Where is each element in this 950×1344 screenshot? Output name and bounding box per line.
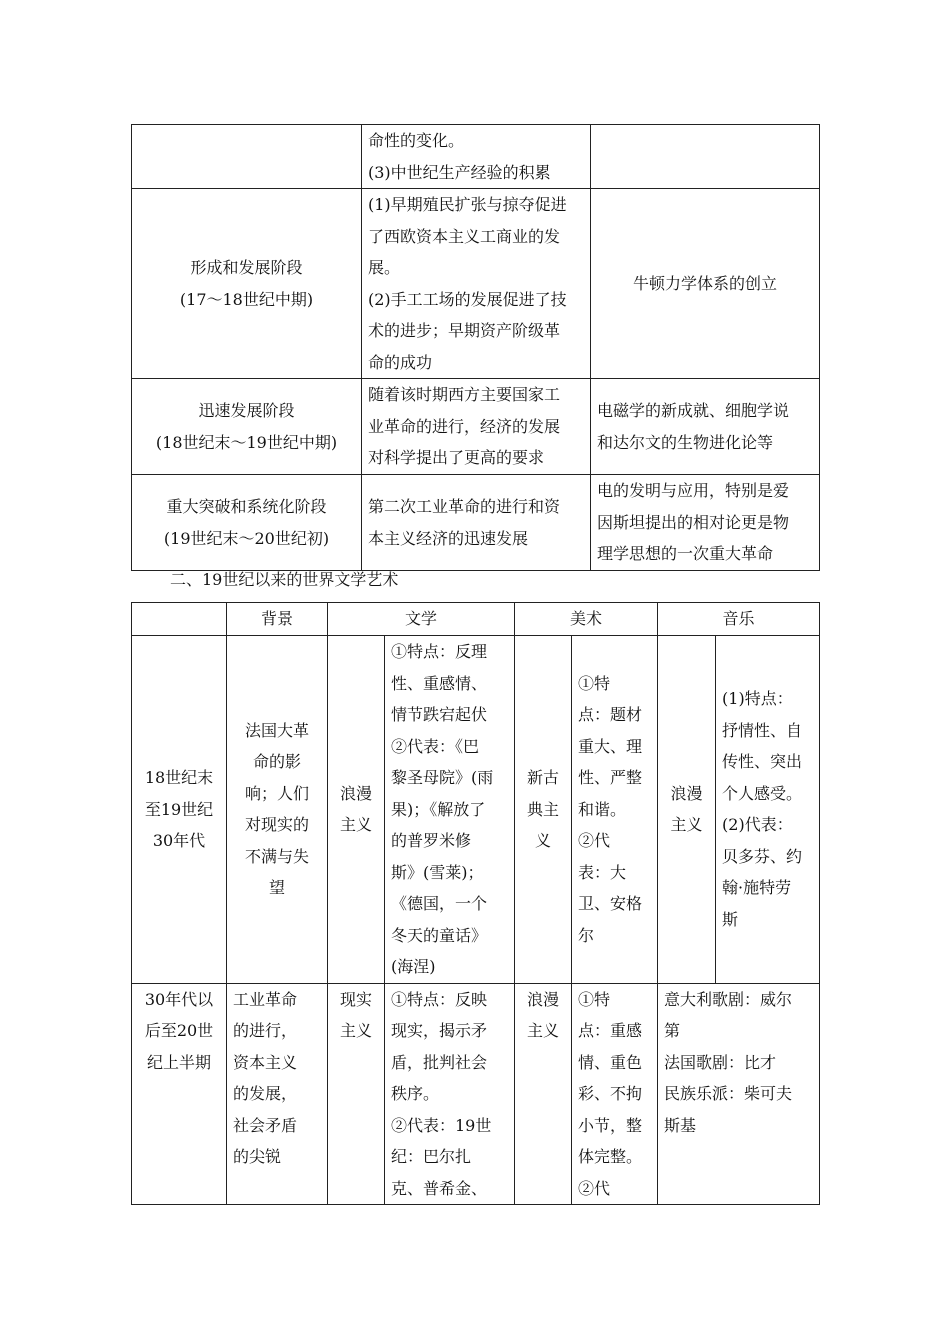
cell-line: (海涅): [391, 957, 436, 976]
cell-line: 民族乐派：柴可夫: [664, 1084, 793, 1103]
cell-line: 的普罗米修: [391, 831, 472, 850]
cell-line: 本主义经济的迅速发展: [368, 528, 529, 548]
cell-line: 现实: [339, 989, 372, 1009]
achievement-cell: [591, 125, 820, 189]
cell-line: 和达尔文的生物进化论等: [597, 432, 774, 452]
cell-line: 电的发明与应用，特别是爱: [597, 481, 790, 501]
cell-line: 斯: [722, 909, 739, 929]
table-row: [132, 636, 820, 984]
cell-line: (2)代表：: [722, 815, 793, 835]
stage-cell: [132, 189, 362, 379]
cell-line: 不满与失: [244, 846, 309, 866]
literature-detail-cell: [385, 983, 515, 1205]
cell-line: 18世纪末: [144, 768, 214, 787]
section-heading: 二、19世纪以来的世界文学艺术: [170, 570, 399, 589]
cell-line: 对科学提出了更高的要求: [368, 448, 545, 468]
cell-line: 翰·施特劳: [722, 878, 792, 898]
cell-line: 传性、突出: [722, 752, 803, 772]
cell-line: 主义: [670, 815, 703, 835]
cell-line: ①特: [578, 673, 611, 693]
cell-line: 果)；《解放了: [391, 799, 486, 819]
stage-cell: [132, 475, 362, 571]
cell-line: 重大、理: [578, 736, 643, 756]
cell-line: 黎圣母院》(雨: [391, 768, 494, 787]
cell-line: 抒情性、自: [722, 720, 803, 740]
cell-line: 秩序。: [391, 1084, 440, 1103]
cell-line: 展。: [368, 258, 401, 277]
cell-line: 情节跌宕起伏: [391, 705, 488, 724]
literature-detail-cell: [385, 636, 515, 984]
music-cell: [658, 983, 820, 1205]
background-header: 背景: [227, 603, 328, 636]
cell-line: 新古: [527, 768, 560, 787]
cell-line: ①特: [578, 989, 611, 1009]
cause-cell: [362, 125, 591, 189]
cell-line: 了西欧资本主义工商业的发: [368, 226, 561, 246]
cell-line: 业革命的进行，经济的发展: [368, 416, 561, 436]
cause-cell: [362, 475, 591, 571]
cell-line: 迅速发展阶段: [198, 401, 295, 420]
cell-line: 彩、不拘: [578, 1084, 643, 1103]
literature-school-cell: [328, 983, 385, 1205]
cell-line: ②代表：19世: [391, 1115, 492, 1135]
art-school-cell: [515, 983, 572, 1205]
cell-line: ②代: [578, 1178, 611, 1198]
cell-line: 电磁学的新成就、细胞学说: [597, 401, 790, 420]
cell-line: 命的成功: [368, 352, 433, 372]
cell-line: 浪漫: [670, 783, 703, 803]
cell-line: 情、重色: [578, 1052, 643, 1072]
cell-line: (19世纪末～20世纪初): [163, 528, 330, 548]
corner-header: [132, 603, 227, 636]
cell-line: 性、严整: [578, 768, 643, 787]
achievement-cell: [591, 379, 820, 475]
music-detail-cell: [716, 636, 820, 984]
cell-line: 重大突破和系统化阶段: [166, 497, 327, 516]
cell-line: 响；人们: [244, 783, 309, 803]
cell-line: 工业革命: [233, 989, 298, 1009]
achievement-cell: [591, 475, 820, 571]
cell-line: 30年代: [152, 831, 206, 850]
cell-line: ②代: [578, 831, 611, 850]
cell-line: 《德国，一个: [391, 894, 488, 913]
literature-art-table: [131, 602, 820, 1205]
cell-line: (17～18世纪中期): [179, 289, 314, 309]
literature-header: 文学: [328, 603, 515, 636]
cell-line: 意大利歌剧：威尔: [664, 989, 793, 1009]
cell-line: 性、重感情、: [391, 673, 488, 693]
cell-line: 术的进步；早期资产阶级革: [368, 321, 561, 340]
cell-line: 纪上半期: [146, 1052, 211, 1072]
science-stages-table: [131, 124, 820, 571]
cell-line: 浪漫: [339, 783, 372, 803]
cell-line: (3)中世纪生产经验的积累: [368, 162, 551, 182]
cell-line: 随着该时期西方主要国家工: [368, 385, 561, 405]
cell-line: 和谐。: [578, 799, 627, 819]
stage-cell: [132, 125, 362, 189]
cell-line: 尔: [578, 925, 595, 945]
table-row: [132, 379, 820, 475]
art-detail-cell: [572, 983, 658, 1205]
cell-line: 命的影: [252, 752, 301, 772]
cell-line: 对现实的: [244, 815, 309, 835]
table-row: [132, 475, 820, 571]
cell-line: 主义: [339, 1021, 372, 1040]
cell-line: 形成和发展阶段: [190, 258, 303, 277]
cause-cell: [362, 379, 591, 475]
cell-line: 理学思想的一次重大革命: [597, 544, 774, 564]
period-cell: [132, 983, 227, 1205]
table-row: [132, 189, 820, 379]
music-header: 音乐: [658, 603, 820, 636]
cell-line: 第: [664, 1021, 681, 1040]
cell-line: 点：题材: [578, 705, 643, 724]
cell-line: 资本主义: [233, 1052, 298, 1072]
table-row: [132, 125, 820, 189]
cell-line: 现实，揭示矛: [391, 1021, 488, 1040]
cell-line: 牛顿力学体系的创立: [632, 273, 777, 293]
cell-line: 第二次工业革命的进行和资: [368, 497, 561, 516]
cell-line: 的进行，: [233, 1021, 298, 1040]
cell-line: 斯基: [664, 1115, 697, 1135]
header-row: [132, 603, 820, 636]
literature-school-cell: [328, 636, 385, 984]
cell-line: (1)早期殖民扩张与掠夺促进: [368, 195, 567, 214]
cell-line: 典主: [527, 799, 560, 819]
achievement-cell: [591, 189, 820, 379]
art-header: 美术: [515, 603, 658, 636]
cell-line: 主义: [339, 815, 372, 835]
cell-line: 的尖锐: [233, 1147, 282, 1166]
cell-line: 盾，批判社会: [391, 1052, 488, 1072]
music-school-cell: [658, 636, 716, 984]
cell-line: ①特点：反理: [391, 642, 488, 661]
cell-line: 30年代以: [144, 989, 214, 1009]
cell-line: 望: [268, 878, 285, 898]
background-cell: [227, 636, 328, 984]
art-school-cell: [515, 636, 572, 984]
stage-cell: [132, 379, 362, 475]
cell-line: (18世纪末～19世纪中期): [155, 432, 338, 452]
cell-line: 义: [535, 831, 552, 850]
cell-line: 卫、安格: [578, 894, 643, 913]
cell-line: 法国大革: [244, 720, 309, 740]
cell-line: (2)手工工场的发展促进了技: [368, 289, 567, 309]
cell-line: 个人感受。: [722, 783, 803, 803]
cell-line: 冬天的童话》: [391, 925, 488, 945]
cell-line: (1)特点：: [722, 689, 793, 709]
cell-line: ②代表：《巴: [391, 736, 480, 756]
cause-cell: [362, 189, 591, 379]
cell-line: 克、普希金、: [391, 1178, 488, 1198]
cell-line: 命性的变化。: [368, 131, 465, 150]
cell-line: 主义: [527, 1021, 560, 1040]
table-row: [132, 983, 820, 1205]
cell-line: 的发展，: [233, 1084, 298, 1103]
cell-line: 后至20世: [144, 1021, 214, 1040]
background-cell: [227, 983, 328, 1205]
cell-line: 浪漫: [527, 989, 560, 1009]
cell-line: 因斯坦提出的相对论更是物: [597, 512, 790, 532]
cell-line: 纪：巴尔扎: [391, 1147, 472, 1166]
cell-line: 表：大: [578, 862, 627, 882]
cell-line: 社会矛盾: [233, 1115, 298, 1135]
period-cell: [132, 636, 227, 984]
cell-line: 法国歌剧：比才: [664, 1052, 777, 1072]
cell-line: 体完整。: [578, 1147, 643, 1166]
art-detail-cell: [572, 636, 658, 984]
cell-line: 点：重感: [578, 1021, 643, 1040]
cell-line: ①特点：反映: [391, 989, 488, 1009]
cell-line: 贝多芬、约: [722, 846, 803, 866]
cell-line: 斯》(雪莱)；: [391, 862, 484, 882]
cell-line: 至19世纪: [144, 799, 214, 819]
cell-line: 小节，整: [578, 1115, 643, 1135]
